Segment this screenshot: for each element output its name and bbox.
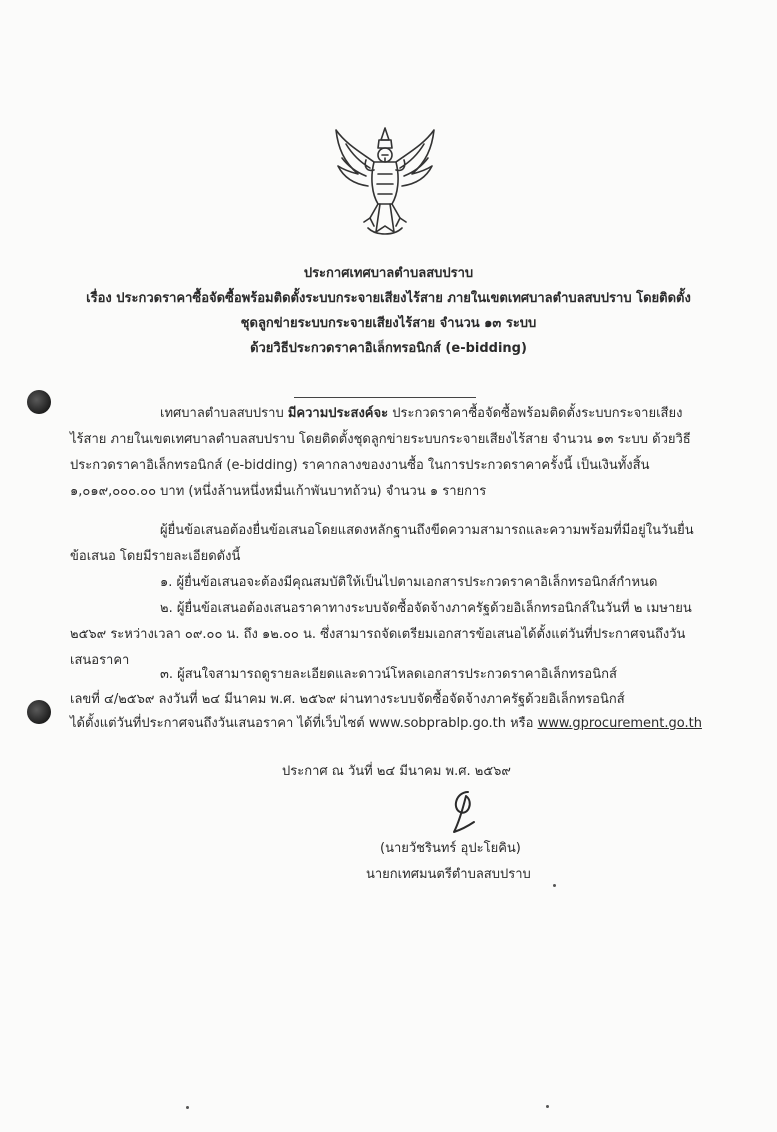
paragraph-1-line-3: ประกวดราคาอิเล็กทรอนิกส์ (e-bidding) ราคากลางของงานซื้อ ในการประกวดราคาครั้งนี้ เป็นเงินทั้งสิ้น bbox=[70, 458, 650, 473]
paragraph-1-line-4: ๑,๐๑๙,๐๐๐.๐๐ บาท (หนึ่งล้านหนึ่งหมื่นเก้าพันบาทถ้วน) จำนวน ๑ รายการ bbox=[70, 484, 487, 499]
paper-speck bbox=[553, 884, 556, 887]
separator-rule bbox=[294, 397, 476, 398]
paragraph-2-line-1: ผู้ยื่นข้อเสนอต้องยื่นข้อเสนอโดยแสดงหลักฐานถึงขีดความสามารถและความพร้อมที่มีอยู่ในวันยื่น bbox=[160, 523, 694, 538]
list-item-3-line-1: ๓. ผู้สนใจสามารถดูรายละเอียดและดาวน์โหลดเอกสารประกวดราคาอิเล็กทรอนิกส์ bbox=[160, 667, 617, 682]
emphasis-span: มีความประสงค์จะ bbox=[287, 406, 389, 421]
binder-hole-top bbox=[27, 390, 51, 414]
paragraph-1-line-1 bbox=[160, 405, 682, 423]
paper-speck bbox=[546, 1105, 549, 1108]
text-span: ประกวดราคาซื้อจัดซื้อพร้อมติดตั้งระบบกระจายเสียง bbox=[388, 406, 683, 421]
binder-hole-bottom bbox=[27, 700, 51, 724]
gprocurement-link[interactable]: www.gprocurement.go.th bbox=[537, 716, 702, 731]
list-item-3-line-3 bbox=[70, 715, 702, 733]
text-span: ได้ตั้งแต่วันที่ประกาศจนถึงวันเสนอราคา ได้ที่เว็บไซต์ www.sobprablp.go.th หรือ bbox=[70, 716, 538, 731]
list-item-2-line-1: ๒. ผู้ยื่นข้อเสนอต้องเสนอราคาทางระบบจัดซื้อจัดจ้างภาครัฐด้วยอิเล็กทรอนิกส์ในวันที่ ๒ เมษายน bbox=[160, 601, 692, 616]
garuda-emblem-icon bbox=[330, 122, 440, 240]
list-item-1: ๑. ผู้ยื่นข้อเสนอจะต้องมีคุณสมบัติให้เป็นไปตามเอกสารประกวดราคาอิเล็กทรอนิกส์กำหนด bbox=[160, 575, 658, 590]
list-item-2-line-2: ๒๕๖๙ ระหว่างเวลา ๐๙.๐๐ น. ถึง ๑๒.๐๐ น. ซึ่งสามารถจัดเตรียมเอกสารข้อเสนอได้ตั้งแต่วันที่ประกาศจนถึงวัน bbox=[70, 627, 686, 642]
announce-date: ประกาศ ณ วันที่ ๒๔ มีนาคม พ.ศ. ๒๕๖๙ bbox=[282, 764, 511, 779]
subject-line-1: เรื่อง ประกวดราคาซื้อจัดซื้อพร้อมติดตั้งระบบกระจายเสียงไร้สาย ภายในเขตเทศบาลตำบลสบปราบ โดยติดตั้ง bbox=[86, 291, 691, 306]
paragraph-2-line-2: ข้อเสนอ โดยมีรายละเอียดดังนี้ bbox=[70, 549, 241, 564]
list-item-3-line-2: เลขที่ ๔/๒๕๖๙ ลงวันที่ ๒๔ มีนาคม พ.ศ. ๒๕๖๙ ผ่านทางระบบจัดซื้อจัดจ้างภาครัฐด้วยอิเล็กทรอนิกส์ bbox=[70, 692, 625, 707]
paragraph-1-line-2: ไร้สาย ภายในเขตเทศบาลตำบลสบปราบ โดยติดตั้งชุดลูกข่ายระบบกระจายเสียงไร้สาย จำนวน ๑๓ ระบบ ด้วยวิธี bbox=[70, 432, 691, 447]
subject-line-3: ด้วยวิธีประกวดราคาอิเล็กทรอนิกส์ (e-bidding) bbox=[250, 341, 527, 356]
text-span: เทศบาลตำบลสบปราบ bbox=[160, 406, 288, 421]
announcement-title: ประกาศเทศบาลตำบลสบปราบ bbox=[303, 266, 474, 281]
signer-position: นายกเทศมนตรีตำบลสบปราบ bbox=[366, 867, 531, 882]
paper-speck bbox=[186, 1106, 189, 1109]
handwritten-signature bbox=[438, 786, 488, 840]
signer-name: (นายวัชรินทร์ อุปะโยคิน) bbox=[380, 841, 521, 856]
list-item-2-line-3: เสนอราคา bbox=[70, 653, 130, 668]
subject-line-2: ชุดลูกข่ายระบบกระจายเสียงไร้สาย จำนวน ๑๓ ระบบ bbox=[240, 316, 537, 331]
